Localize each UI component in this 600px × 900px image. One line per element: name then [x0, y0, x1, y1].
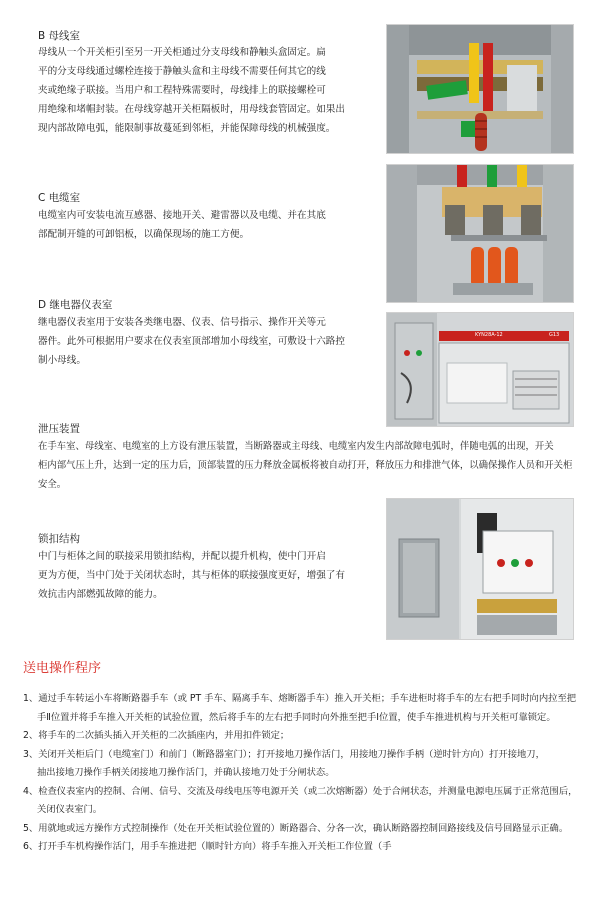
section-vent-title: 泄压装置 — [38, 423, 80, 435]
section-b-line: 平的分支母线通过螺栓连接于静触头盒和主母线不需要任何其它的线 — [38, 66, 326, 77]
procedure-item-line: 手Ⅱ位置并将手车推入开关柜的试验位置，然后将手车的左右把手同时向外推至把手Ⅰ位置，使手车推进机构与开关柜可靠锁定。 — [37, 711, 556, 723]
procedure-item-line: 4、检查仪表室内的控制、合闸、信号、交流及母线电压等电源开关（或二次熔断器）处于合闸状态，并测量电源电压属于正常范围后， — [23, 785, 578, 797]
section-b-title: B 母线室 — [38, 30, 81, 42]
procedure-item-line: 2、将手车的二次插头插入开关柜的二次插座内，并用扣件锁定； — [23, 730, 290, 741]
section-c-line: 电缆室内可安装电流互感器、接地开关、避雷器以及电缆、并在其底 — [38, 210, 326, 221]
procedure-item-line: 1、通过手车转运小车将断路器手车（或 PT 手车、隔离手车、熔断器手车）推入开关柜；手车进柜时将手车的左右把手同时向内拉至把 — [23, 693, 577, 704]
procedure-heading: 送电操作程序 — [23, 661, 102, 676]
section-d-title: D 继电器仪表室 — [38, 299, 113, 311]
lock-structure-photo — [386, 498, 574, 640]
procedure-item-line: 抽出接地刀操作手柄关闭接地刀操作活门，并确认接地刀处于分闸状态。 — [37, 767, 335, 778]
section-vent-line: 柜内部气压上升，达到一定的压力后，顶部装置的压力释放金属板将被自动打开，释放压力和排泄气体，以确保操作人员和开关柜 — [38, 460, 573, 471]
section-b-line: 母线从一个开关柜引至另一开关柜通过分支母线和静触头盒固定。扁 — [38, 47, 326, 58]
section-b-body — [38, 43, 368, 138]
panel-label-left: KYN28A-12 — [475, 332, 503, 338]
section-d-line: 制小母线。 — [38, 355, 86, 366]
procedure-item-5 — [23, 820, 593, 839]
section-b-line: 现内部故障电弧，能限制事故蔓延到邻柜，并能保障母线的机械强度。 — [38, 123, 336, 134]
section-lock-line: 更为方便，当中门处于关闭状态时，其与柜体的联接强度更好，增强了有 — [38, 570, 345, 581]
section-vent-line: 安全。 — [38, 479, 67, 490]
busbar-room-photo — [386, 24, 574, 154]
procedure-item-2 — [23, 727, 593, 746]
section-lock-line: 效抗击内部燃弧故障的能力。 — [38, 589, 163, 600]
section-d-line: 器件。此外可根据用户要求在仪表室顶部增加小母线室，可敷设十六路控 — [38, 336, 345, 347]
procedure-item-1 — [23, 690, 593, 727]
procedure-item-line: 关闭仪表室门。 — [37, 804, 103, 815]
section-c-body — [38, 206, 368, 244]
section-vent-body — [38, 437, 598, 494]
procedure-item-6 — [23, 838, 593, 857]
procedure-item-line: 3、关闭开关柜后门（电缆室门）和前门（断路器室门）；打开接地刀操作活门，用接地刀操作手柄（逆时针方向）打开接地刀， — [23, 748, 545, 760]
procedure-list — [23, 690, 593, 857]
section-d-body — [38, 313, 378, 370]
section-c-title: C 电缆室 — [38, 192, 81, 204]
cable-room-photo — [386, 164, 574, 303]
relay-room-photo — [386, 312, 574, 427]
section-c-line: 部配制开缝的可卸铝板，以确保现场的施工方便。 — [38, 229, 250, 240]
panel-label-right: G13 — [549, 332, 560, 338]
procedure-item-line: 6、打开手车机构操作活门，用手车推进把（顺时针方向）将手车推入开关柜工作位置（手 — [23, 841, 392, 852]
section-vent-line: 在手车室、母线室、电缆室的上方设有泄压装置，当断路器或主母线、电缆室内发生内部故障电弧时，伴随电弧的出现，开关 — [38, 441, 554, 452]
section-b-line: 夹或绝缘子联接。当用户和工程特殊需要时，母线排上的联接螺栓可 — [38, 85, 326, 96]
procedure-item-3 — [23, 746, 593, 783]
procedure-item-4 — [23, 783, 593, 820]
procedure-item-line: 5、用就地或远方操作方式控制操作（处在开关柜试验位置的）断路器合、分各一次，确认断路器控制回路接线及信号回路显示正确。 — [23, 822, 569, 834]
section-b-line: 用绝缘和堵帽封装。在母线穿越开关柜隔板时，用母线套管固定。如果出 — [38, 104, 345, 115]
section-lock-body — [38, 547, 378, 604]
section-lock-title: 锁扣结构 — [38, 533, 80, 545]
section-d-line: 继电器仪表室用于安装各类继电器、仪表、信号指示、操作开关等元 — [38, 317, 326, 328]
section-lock-line: 中门与柜体之间的联接采用锁扣结构，并配以提升机构，使中门开启 — [38, 551, 326, 562]
